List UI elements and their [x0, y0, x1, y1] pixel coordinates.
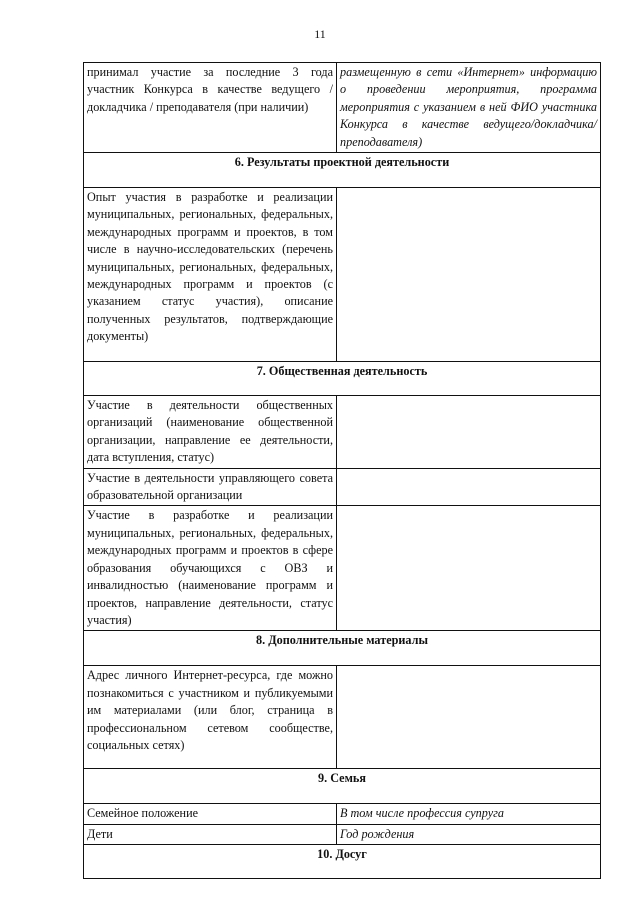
section-header [84, 845, 601, 879]
governing-council-value[interactable] [337, 468, 601, 506]
birth-year-field[interactable]: Год рождения [337, 824, 601, 844]
section-7-title: 7. Общественная деятельность [84, 362, 601, 396]
section-8-title: 8. Дополнительные материалы [84, 631, 601, 666]
table-row [84, 468, 601, 506]
section-header [84, 769, 601, 804]
table-row [84, 824, 601, 844]
application-form-table [83, 62, 601, 879]
governing-council-label: Участие в деятельности управляющего совета образовательной организации [84, 468, 337, 506]
spouse-profession-field[interactable]: В том числе профессия супруга [337, 804, 601, 824]
children-label: Дети [84, 824, 337, 844]
section-10-title: 10. Досуг [84, 845, 601, 879]
table-row [84, 396, 601, 469]
public-organizations-value[interactable] [337, 396, 601, 469]
table-row [84, 804, 601, 824]
ovz-programs-label: Участие в разработке и реализации муниципальных, региональных, федеральных, международных программ и проектов в сфере образования обучающихся с ОВЗ и инвалидностью (наименование программ и проектов, направление деятельности, статус участия) [84, 506, 337, 631]
page-number: 11 [314, 27, 326, 41]
table-row [84, 666, 601, 769]
participation-host-note: размещенную в сети «Интернет» информацию о проведении мероприятия, программа мероприятия с указанием в ней ФИО участника Конкурса в качестве ведущего/докладчика/преподавателя) [337, 63, 601, 153]
project-experience-label: Опыт участия в разработке и реализации муниципальных, региональных, федеральных, международных программ и проектов, в том числе в научно-исследовательских (перечень муниципальных, региональных, федеральных, международных программ и проектов (с указанием статус участия), описание полученных результатов, подтверждающие документы) [84, 188, 337, 362]
participation-host-label: принимал участие за последние 3 года участник Конкурса в качестве ведущего / докладчика / преподавателя (при наличии) [84, 63, 337, 153]
section-header [84, 362, 601, 396]
internet-resource-label: Адрес личного Интернет-ресурса, где можно познакомиться с участником и публикуемыми им материалами (или блог, страница в профессиональном сетевом сообществе, социальных сетях) [84, 666, 337, 769]
internet-resource-value[interactable] [337, 666, 601, 769]
project-experience-value[interactable] [337, 188, 601, 362]
section-header [84, 631, 601, 666]
section-9-title: 9. Семья [84, 769, 601, 804]
table-row [84, 506, 601, 631]
section-6-title: 6. Результаты проектной деятельности [84, 153, 601, 188]
ovz-programs-value[interactable] [337, 506, 601, 631]
section-header [84, 153, 601, 188]
table-row [84, 188, 601, 362]
public-organizations-label: Участие в деятельности общественных организаций (наименование общественной организации, направление ее деятельности, дата вступления, статус) [84, 396, 337, 469]
table-row [84, 63, 601, 153]
marital-status-label: Семейное положение [84, 804, 337, 824]
